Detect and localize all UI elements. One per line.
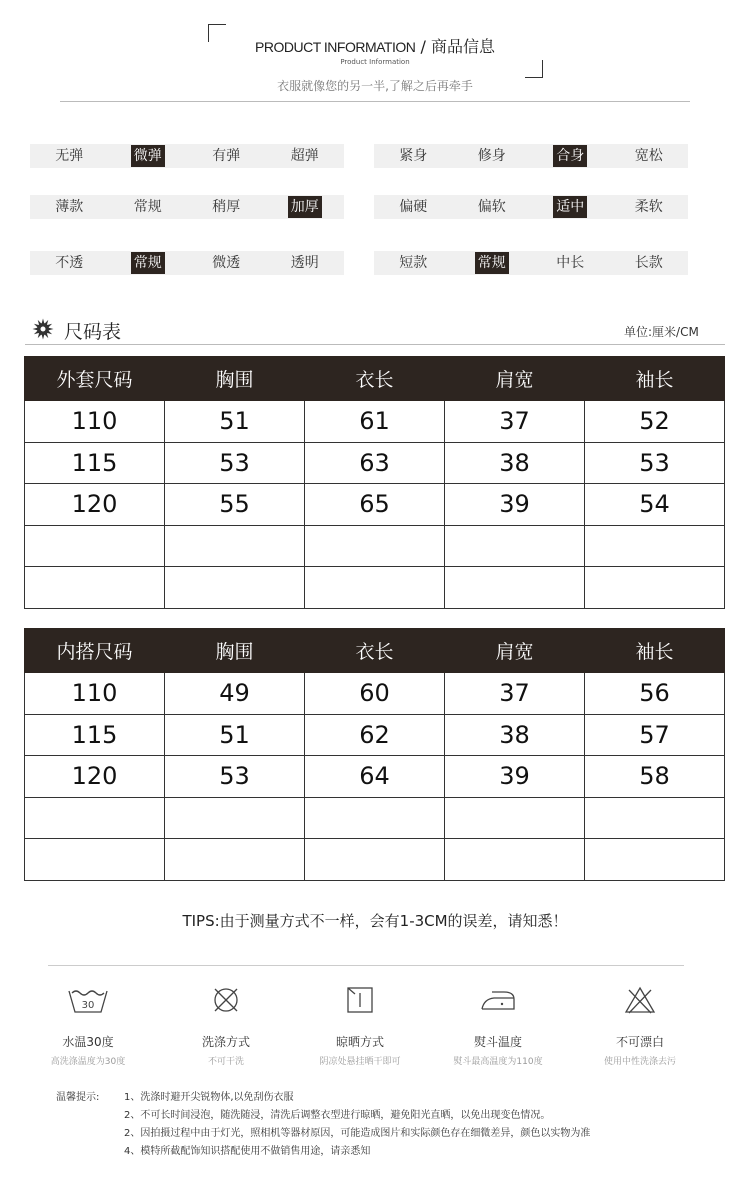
attribute-option (30, 195, 109, 219)
page-subtitle: Product Information (340, 58, 410, 66)
table-cell: 110 (25, 673, 165, 715)
table-cell: 49 (165, 673, 305, 715)
table-cell: 53 (165, 442, 305, 484)
attribute-option-label: 适中 (553, 196, 587, 218)
care-label: 晾晒方式 (335, 1035, 384, 1049)
attribute-option-label: 不透 (55, 255, 84, 271)
table-header-cell: 衣长 (305, 357, 445, 401)
care-desc: 阴凉处悬挂晒干即可 (319, 1057, 401, 1067)
attribute-group (30, 144, 344, 168)
attribute-option-label: 合身 (553, 145, 587, 167)
attribute-option-label: 有弹 (212, 148, 241, 164)
table-cell (25, 839, 165, 881)
attribute-option-selected (109, 251, 188, 275)
table-header-cell: 内搭尺码 (25, 629, 165, 673)
attribute-option (374, 251, 453, 275)
attribute-option-selected (531, 144, 610, 168)
attribute-group (374, 251, 688, 275)
table-cell (305, 797, 445, 839)
table-cell: 37 (445, 401, 585, 443)
table-row (25, 839, 725, 881)
outer-size-table (24, 356, 725, 609)
care-desc: 不可干洗 (207, 1057, 244, 1067)
title-cn: 商品信息 (430, 37, 495, 56)
table-header-cell: 袖长 (585, 629, 725, 673)
table-header-row (25, 357, 725, 401)
attribute-option (187, 144, 266, 168)
table-cell (445, 567, 585, 609)
table-header-cell: 胸围 (165, 357, 305, 401)
attribute-option-label: 偏硬 (399, 199, 428, 215)
attribute-option (610, 195, 689, 219)
table-header-cell: 肩宽 (445, 629, 585, 673)
table-cell (165, 839, 305, 881)
page-tagline: 衣服就像您的另一半,了解之后再牵手 (277, 79, 473, 93)
size-chart-unit: 单位:厘米/CM (624, 325, 699, 339)
care-label: 水温30度 (62, 1035, 114, 1049)
attribute-option-label: 无弹 (55, 148, 84, 164)
attribute-option (30, 251, 109, 275)
table-cell: 120 (25, 484, 165, 526)
table-cell (585, 797, 725, 839)
table-row (25, 756, 725, 798)
table-row (25, 567, 725, 609)
iron-icon (478, 985, 518, 1015)
title-sep: / (420, 37, 426, 56)
table-cell: 62 (305, 714, 445, 756)
line-dry-icon (345, 985, 375, 1015)
table-header-cell: 袖长 (585, 357, 725, 401)
care-label: 洗涤方式 (201, 1035, 250, 1049)
attribute-option (374, 195, 453, 219)
table-cell (585, 839, 725, 881)
attribute-option-label: 透明 (290, 255, 319, 271)
attribute-option-label: 宽松 (634, 148, 663, 164)
table-row (25, 401, 725, 443)
table-header-cell: 肩宽 (445, 357, 585, 401)
table-cell: 57 (585, 714, 725, 756)
table-cell: 110 (25, 401, 165, 443)
care-desc: 使用中性洗涤去污 (603, 1057, 676, 1067)
table-cell: 38 (445, 714, 585, 756)
attribute-option (187, 251, 266, 275)
attribute-option-label: 常规 (475, 252, 509, 274)
note-item: 4、模特所截配饰知识搭配使用不做销售用途，请亲悉知 (124, 1146, 371, 1157)
table-cell: 64 (305, 756, 445, 798)
no-bleach-icon (623, 985, 657, 1015)
care-notes (56, 1089, 590, 1161)
care-item (570, 985, 710, 1067)
table-cell (165, 525, 305, 567)
table-cell (25, 797, 165, 839)
title-en: PRODUCT INFORMATION (255, 39, 416, 55)
table-row (25, 525, 725, 567)
attribute-option-label: 薄款 (55, 199, 84, 215)
table-cell (445, 797, 585, 839)
attribute-option-selected (453, 251, 532, 275)
care-divider (48, 965, 684, 966)
attribute-option-label: 中长 (556, 255, 585, 271)
table-cell (585, 525, 725, 567)
attribute-option (266, 144, 345, 168)
table-row (25, 797, 725, 839)
care-label: 熨斗温度 (473, 1035, 522, 1049)
table-cell: 53 (165, 756, 305, 798)
header-divider (60, 101, 690, 102)
attribute-option-selected (266, 195, 345, 219)
attribute-group (30, 251, 344, 275)
attribute-option-label: 偏软 (477, 199, 506, 215)
attribute-option-label: 常规 (131, 252, 165, 274)
size-chart-divider (25, 344, 725, 345)
attribute-option-label: 长款 (634, 255, 663, 271)
attribute-option (531, 251, 610, 275)
table-header-cell: 胸围 (165, 629, 305, 673)
note-item: 2、因拍摄过程中由于灯光，照相机等器材原因，可能造成图片和实际颜色存在细微差异，颜色以实物为准 (124, 1128, 591, 1139)
table-cell (165, 797, 305, 839)
table-cell (165, 567, 305, 609)
table-cell: 58 (585, 756, 725, 798)
attribute-option-label: 加厚 (288, 196, 322, 218)
no-dry-clean-icon (211, 985, 241, 1015)
table-header-row (25, 629, 725, 673)
table-cell: 54 (585, 484, 725, 526)
table-cell: 53 (585, 442, 725, 484)
attribute-option (610, 251, 689, 275)
table-cell: 39 (445, 756, 585, 798)
attribute-option (610, 144, 689, 168)
attribute-option-label: 微弹 (131, 145, 165, 167)
attribute-group (374, 144, 688, 168)
care-item (156, 985, 296, 1067)
attribute-option (109, 195, 188, 219)
inner-size-table (24, 628, 725, 881)
table-cell: 51 (165, 401, 305, 443)
table-cell (445, 839, 585, 881)
table-cell: 37 (445, 673, 585, 715)
care-desc: 熨斗最高温度为110度 (453, 1057, 543, 1067)
attribute-option-label: 柔软 (634, 199, 663, 215)
table-row (25, 442, 725, 484)
table-cell: 39 (445, 484, 585, 526)
attribute-option-label: 常规 (133, 199, 162, 215)
table-cell: 63 (305, 442, 445, 484)
attribute-option (453, 195, 532, 219)
care-item (18, 985, 158, 1067)
table-cell: 115 (25, 442, 165, 484)
care-label: 不可漂白 (615, 1035, 664, 1049)
table-cell: 120 (25, 756, 165, 798)
notes-heading: 温馨提示: (56, 1092, 100, 1103)
attribute-option (30, 144, 109, 168)
attribute-option-label: 微透 (212, 255, 241, 271)
table-row (25, 714, 725, 756)
table-row (25, 484, 725, 526)
attribute-option (453, 144, 532, 168)
wash-30-icon (66, 985, 110, 1015)
table-cell (305, 525, 445, 567)
page-title (0, 34, 750, 57)
attribute-option (374, 144, 453, 168)
table-cell: 60 (305, 673, 445, 715)
care-item (428, 985, 568, 1067)
table-cell: 115 (25, 714, 165, 756)
attribute-option (187, 195, 266, 219)
note-item: 1、洗涤时避开尖锐物体,以免刮伤衣服 (124, 1092, 294, 1103)
size-chart-title: 尺码表 (64, 321, 122, 343)
care-desc: 高洗涤温度为30度 (50, 1057, 126, 1067)
table-cell: 38 (445, 442, 585, 484)
table-cell (585, 567, 725, 609)
attribute-group (374, 195, 688, 219)
care-item (290, 985, 430, 1067)
table-cell (25, 567, 165, 609)
table-cell: 51 (165, 714, 305, 756)
attribute-option-label: 稍厚 (212, 199, 241, 215)
table-cell: 65 (305, 484, 445, 526)
table-cell: 55 (165, 484, 305, 526)
attribute-option-selected (109, 144, 188, 168)
note-item: 2、不可长时间浸泡，随洗随浸，清洗后调整衣型进行晾晒，避免阳光直晒，以免出现变色情况。 (124, 1110, 551, 1121)
table-cell (305, 567, 445, 609)
table-cell: 61 (305, 401, 445, 443)
attribute-option-selected (531, 195, 610, 219)
attribute-option-label: 短款 (399, 255, 428, 271)
attribute-option-label: 超弹 (290, 148, 319, 164)
gear-icon (32, 318, 54, 340)
table-cell: 52 (585, 401, 725, 443)
attribute-option-label: 修身 (477, 148, 506, 164)
table-cell: 56 (585, 673, 725, 715)
wash-temp-text: 30 (81, 1000, 95, 1011)
tips-text: TIPS:由于测量方式不一样，会有1-3CM的误差，请知悉！ (182, 912, 568, 930)
attribute-option-label: 紧身 (399, 148, 428, 164)
attribute-group (30, 195, 344, 219)
table-row (25, 673, 725, 715)
table-cell (305, 839, 445, 881)
table-cell (445, 525, 585, 567)
table-header-cell: 衣长 (305, 629, 445, 673)
table-cell (25, 525, 165, 567)
table-header-cell: 外套尺码 (25, 357, 165, 401)
attribute-option (266, 251, 345, 275)
